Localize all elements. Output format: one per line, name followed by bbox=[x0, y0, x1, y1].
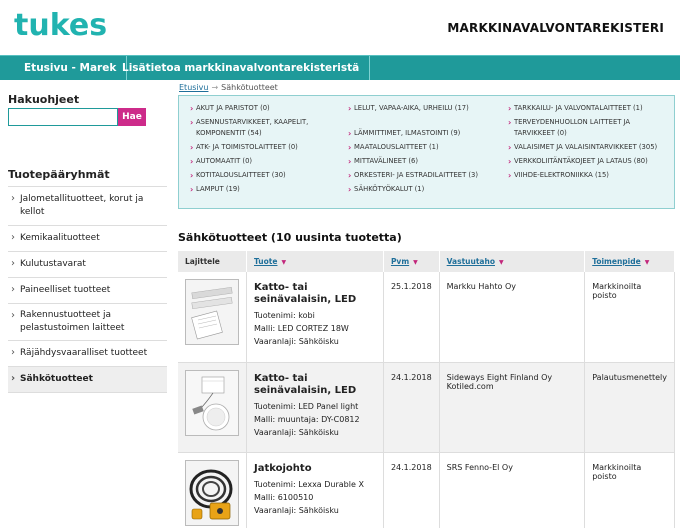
breadcrumb-arrow-icon: → bbox=[211, 83, 219, 92]
category-list bbox=[8, 186, 167, 393]
breadcrumb-home[interactable]: Etusivu bbox=[179, 83, 209, 92]
product-hazard: Vaaranlaji: Sähköisku bbox=[254, 427, 339, 437]
product-model: Malli: 6100510 bbox=[254, 492, 314, 502]
subcategory-link[interactable]: › LAMPUT (19) bbox=[191, 184, 351, 195]
product-cell[interactable] bbox=[247, 452, 384, 528]
action-cell: Markkinoilta poisto bbox=[585, 272, 675, 362]
subcategory-link[interactable]: › MAATALOUSLAITTEET (1) bbox=[349, 142, 509, 153]
subcategory-link[interactable]: › MITTAVÄLINEET (6) bbox=[349, 156, 509, 167]
subcategory-link[interactable]: › VALAISIMET JA VALAISINTARVIKKEET (305) bbox=[509, 142, 669, 153]
table-row[interactable] bbox=[178, 272, 675, 362]
product-image[interactable] bbox=[185, 279, 239, 345]
category-item-explosives[interactable]: › Räjähdysvaaralliset tuotteet bbox=[8, 341, 167, 367]
category-item-chemicals[interactable]: › Kemikaalituotteet bbox=[8, 226, 167, 252]
subcategory-link[interactable]: › ASENNUSTARVIKKEET, KAAPELIT, KOMPONENTIT (54) bbox=[191, 117, 351, 139]
product-trade-name: Tuotenimi: Lexxa Durable X bbox=[254, 479, 364, 489]
subcategory-link[interactable]: › ATK- JA TOIMISTOLAITTEET (0) bbox=[191, 142, 351, 153]
products-table bbox=[178, 251, 675, 528]
subcategory-column-2 bbox=[349, 103, 509, 198]
subcategory-column-3 bbox=[509, 103, 669, 184]
subcategory-link[interactable]: › KOTITALOUSLAITTEET (30) bbox=[191, 170, 351, 181]
subcategory-link[interactable]: › AUTOMAATIT (0) bbox=[191, 156, 351, 167]
subcategory-link[interactable]: › TERVEYDENHUOLLON LAITTEET JA TARVIKKEET (0) bbox=[509, 117, 669, 139]
header-product[interactable] bbox=[247, 251, 384, 272]
product-thumbnail-cell bbox=[178, 452, 247, 528]
breadcrumb bbox=[179, 83, 278, 92]
header-action-label[interactable]: Toimenpide bbox=[592, 257, 641, 266]
subcategory-link[interactable]: › ORKESTERI- JA ESTRADILAITTEET (3) bbox=[349, 170, 509, 181]
date-cell: 24.1.2018 bbox=[383, 452, 439, 528]
table-header-row bbox=[178, 251, 675, 272]
product-cell[interactable] bbox=[247, 362, 384, 452]
site-header bbox=[0, 0, 680, 55]
subcategory-column-1 bbox=[191, 103, 351, 198]
header-date[interactable] bbox=[383, 251, 439, 272]
product-image[interactable] bbox=[185, 370, 239, 436]
category-item-pressure-products[interactable]: › Paineelliset tuotteet bbox=[8, 278, 167, 304]
product-image[interactable] bbox=[185, 460, 239, 526]
responsible-cell: SRS Fenno-El Oy bbox=[439, 452, 585, 528]
header-responsible-label[interactable]: Vastuutaho bbox=[446, 257, 495, 266]
category-item-electrical[interactable]: › Sähkötuotteet bbox=[8, 367, 167, 393]
date-cell: 24.1.2018 bbox=[383, 362, 439, 452]
nav-home[interactable]: Etusivu - Marek bbox=[14, 56, 127, 80]
product-cell[interactable] bbox=[247, 272, 384, 362]
subcategory-link[interactable]: › AKUT JA PARISTOT (0) bbox=[191, 103, 351, 114]
header-date-label[interactable]: Pvm bbox=[390, 257, 410, 266]
product-name[interactable]: Jatkojohto bbox=[254, 462, 312, 474]
product-thumbnail-cell bbox=[178, 362, 247, 452]
table-row[interactable] bbox=[178, 362, 675, 452]
section-title: Sähkötuotteet (10 uusinta tuotetta) bbox=[178, 231, 402, 244]
site-title: MARKKINAVALVONTAREKISTERI bbox=[447, 21, 664, 35]
nav-info[interactable]: Lisätietoa markkinavalvontarekisteristä bbox=[112, 56, 370, 80]
product-hazard: Vaaranlaji: Sähköisku bbox=[254, 505, 339, 515]
category-title: Tuotepääryhmät bbox=[8, 168, 110, 181]
main-navbar bbox=[0, 55, 680, 80]
responsible-cell: Markku Hahto Oy bbox=[439, 272, 585, 362]
action-cell: Palautusmenettely bbox=[585, 362, 675, 452]
subcategory-link[interactable]: › TARKKAILU- JA VALVONTALAITTEET (1) bbox=[509, 103, 669, 114]
action-cell: Markkinoilta poisto bbox=[585, 452, 675, 528]
responsible-cell: Sideways Eight Finland Oy Kotiled.com bbox=[439, 362, 585, 452]
subcategory-link[interactable]: › SÄHKÖTYÖKALUT (1) bbox=[349, 184, 509, 195]
search-input[interactable] bbox=[8, 108, 118, 126]
subcategory-link[interactable]: › LÄMMITTIMET, ILMASTOINTI (9) bbox=[349, 128, 509, 139]
search-title[interactable]: Hakuohjeet bbox=[8, 93, 80, 106]
sort-arrow-icon[interactable]: ▼ bbox=[413, 259, 418, 266]
product-thumbnail-cell bbox=[178, 272, 247, 362]
header-sort: Lajittele bbox=[178, 251, 247, 272]
subcategory-link[interactable]: › VERKKOLIITÄNTÄKOJEET JA LATAUS (80) bbox=[509, 156, 669, 167]
subcategory-link[interactable]: › VIIHDE-ELEKTRONIIKKA (15) bbox=[509, 170, 669, 181]
search-button[interactable]: Hae bbox=[118, 108, 146, 126]
product-model: Malli: muuntaja: DY-C0812 bbox=[254, 414, 360, 424]
table-row[interactable] bbox=[178, 452, 675, 528]
header-action[interactable] bbox=[585, 251, 675, 272]
product-trade-name: Tuotenimi: LED Panel light bbox=[254, 401, 359, 411]
category-item-consumer-goods[interactable]: › Kulutustavarat bbox=[8, 252, 167, 278]
date-cell: 25.1.2018 bbox=[383, 272, 439, 362]
product-trade-name: Tuotenimi: kobi bbox=[254, 311, 315, 320]
product-model: Malli: LED CORTEZ 18W bbox=[254, 324, 349, 333]
breadcrumb-current: Sähkötuotteet bbox=[221, 83, 278, 92]
sort-arrow-icon[interactable]: ▼ bbox=[498, 259, 504, 266]
category-item-jewelry[interactable]: › Jalometallituotteet, korut ja kellot bbox=[8, 187, 167, 226]
sort-arrow-icon[interactable]: ▼ bbox=[644, 259, 650, 266]
product-hazard: Vaaranlaji: Sähköisku bbox=[254, 337, 339, 346]
category-item-construction[interactable]: › Rakennustuotteet ja pelastustoimen laitteet bbox=[8, 304, 167, 341]
header-product-label[interactable]: Tuote bbox=[254, 257, 278, 266]
product-name[interactable]: Katto- tai seinävalaisin, LED bbox=[254, 372, 357, 396]
header-responsible[interactable] bbox=[439, 251, 585, 272]
sort-arrow-icon[interactable]: ▼ bbox=[281, 259, 287, 266]
product-name[interactable]: Katto- tai seinävalaisin, LED bbox=[254, 282, 357, 305]
left-sidebar bbox=[0, 80, 168, 528]
subcategory-link[interactable]: › LELUT, VAPAA-AIKA, URHEILU (17) bbox=[349, 103, 509, 114]
subcategory-box bbox=[178, 95, 675, 209]
tukes-logo[interactable]: tukes bbox=[14, 8, 108, 43]
